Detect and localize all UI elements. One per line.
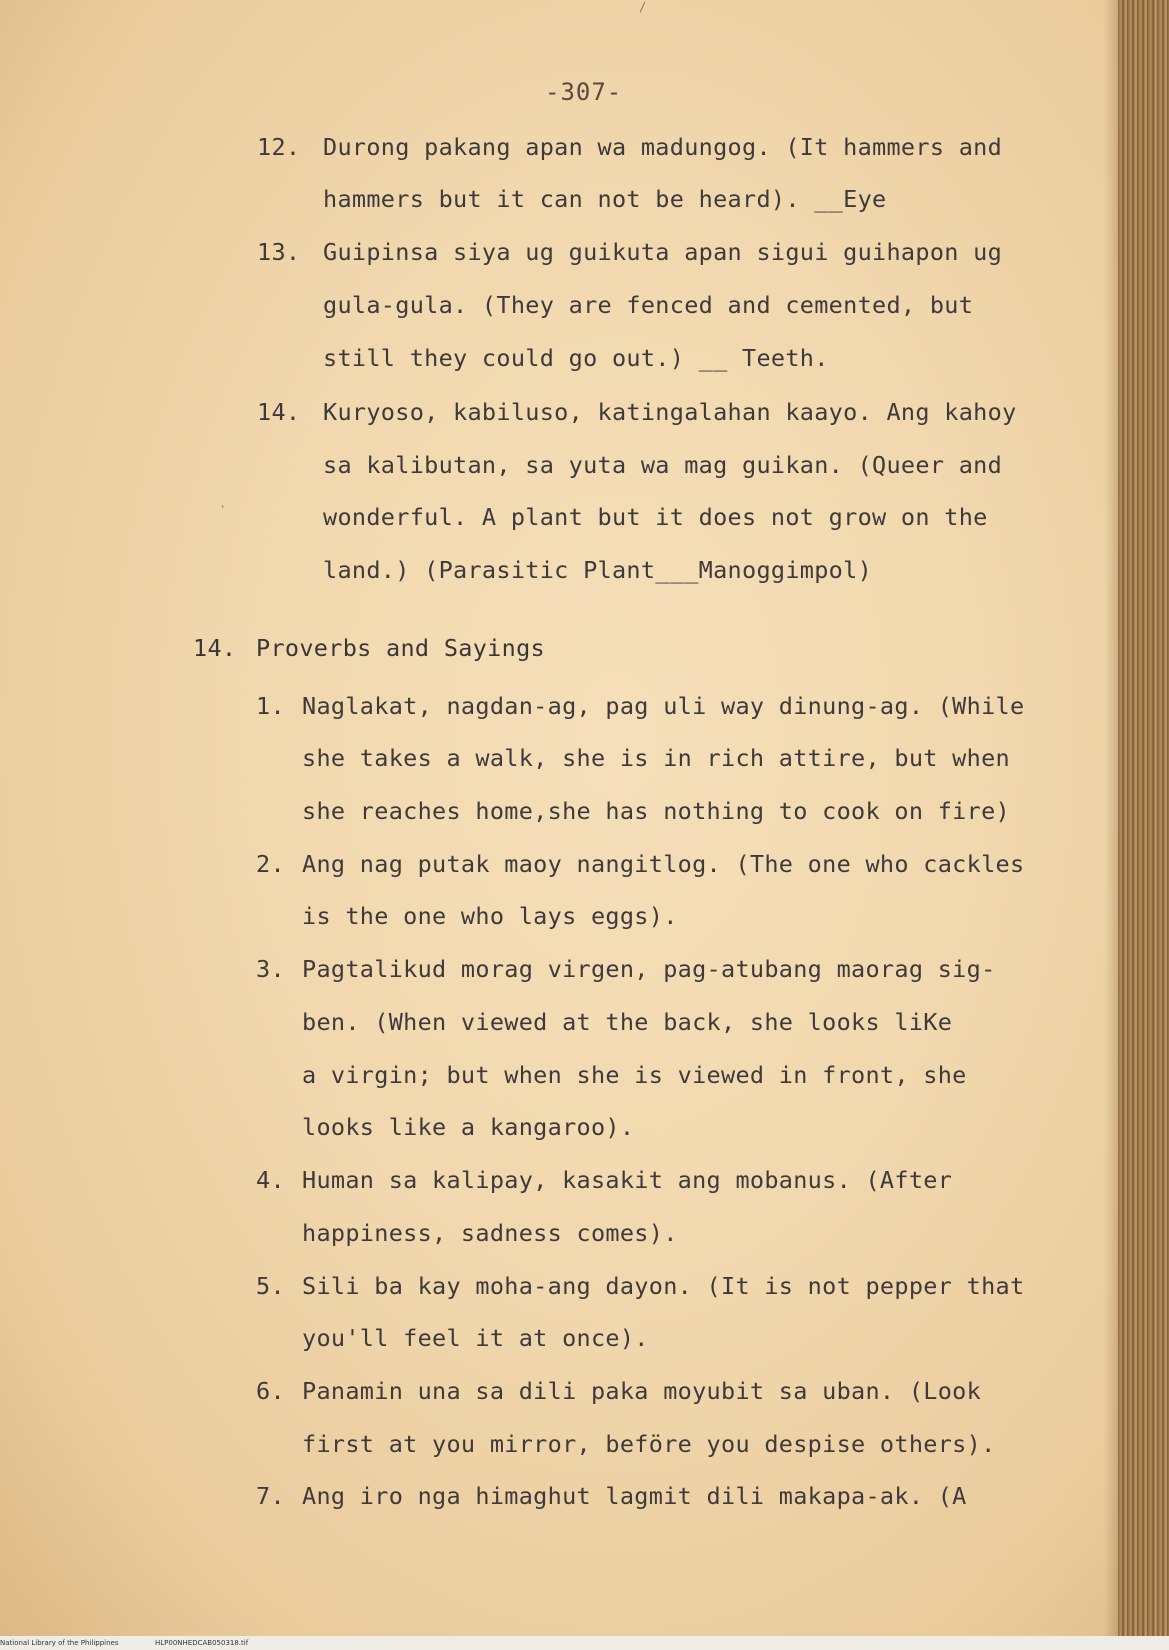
proverb-5-number: 5. [256,1272,285,1300]
proverb-3-line-1: Pagtalikud morag virgen, pag-atubang maorag sig- [302,955,996,983]
footer-library: National Library of the Philippines [0,1639,119,1647]
riddle-12-number: 12. [257,133,301,161]
proverb-2-line-1: Ang nag putak maoy nangitlog. (The one who cackles [302,850,1025,878]
scan-speck: / [639,0,647,14]
page-number: -307- [545,78,623,106]
proverb-1-line-1: Naglakat, nagdan-ag, pag uli way dinung-ag. (While [302,692,1025,720]
proverb-4-number: 4. [256,1166,285,1194]
proverb-3-number: 3. [256,955,285,983]
riddle-12-line-1: Durong pakang apan wa madungog. (It hammers and [323,133,1003,161]
section-number: 14. [193,634,237,662]
proverb-4-line-2: happiness, sadness comes). [302,1219,678,1247]
riddle-14-line-4: land.) (Parasitic Plant___Manoggimpol) [323,556,873,584]
riddle-13-line-3: still they could go out.) __ Teeth. [323,344,829,372]
riddle-13-line-2: gula-gula. (They are fenced and cemented, but [323,291,974,319]
riddle-14-line-3: wonderful. A plant but it does not grow on the [323,503,988,531]
proverb-2-number: 2. [256,850,285,878]
proverb-6-line-2: first at you mirror, beföre you despise others). [302,1430,996,1458]
proverb-3-line-3: a virgin; but when she is viewed in front, she [302,1061,967,1089]
section-title: Proverbs and Sayings [256,634,545,662]
proverb-3-line-4: looks like a kangaroo). [302,1113,635,1141]
scan-footer [0,1636,1169,1650]
footer-file: HLP00NHEDCAB050318.tif [155,1639,249,1647]
riddle-12-line-2: hammers but it can not be heard). __Eye [323,185,887,213]
proverb-4-line-1: Human sa kalipay, kasakit ang mobanus. (After [302,1166,953,1194]
riddle-14-line-1: Kuryoso, kabiluso, katingalahan kaayo. Ang kahoy [323,398,1017,426]
riddle-13-line-1: Guipinsa siya ug guikuta apan sigui guihapon ug [323,238,1003,266]
proverb-7-number: 7. [256,1482,285,1510]
riddle-14-line-2: sa kalibutan, sa yuta wa mag guikan. (Queer and [323,451,1003,479]
scan-speck: · [219,500,227,514]
riddle-13-number: 13. [257,238,301,266]
proverb-1-number: 1. [256,692,285,720]
proverb-5-line-1: Sili ba kay moha-ang dayon. (It is not pepper that [302,1272,1025,1300]
proverb-7-line-1: Ang iro nga himaghut lagmit dili makapa-ak. (A [302,1482,967,1510]
proverb-6-line-1: Panamin una sa dili paka moyubit sa uban. (Look [302,1377,982,1405]
proverb-5-line-2: you'll feel it at once). [302,1324,649,1352]
proverb-3-line-2: ben. (When viewed at the back, she looks liKe [302,1008,953,1036]
proverb-1-line-3: she reaches home,she has nothing to cook on fire) [302,797,1010,825]
riddle-14-number: 14. [257,398,301,426]
proverb-2-line-2: is the one who lays eggs). [302,902,678,930]
book-page-edges [1118,0,1169,1650]
proverb-1-line-2: she takes a walk, she is in rich attire, but when [302,744,1010,772]
proverb-6-number: 6. [256,1377,285,1405]
